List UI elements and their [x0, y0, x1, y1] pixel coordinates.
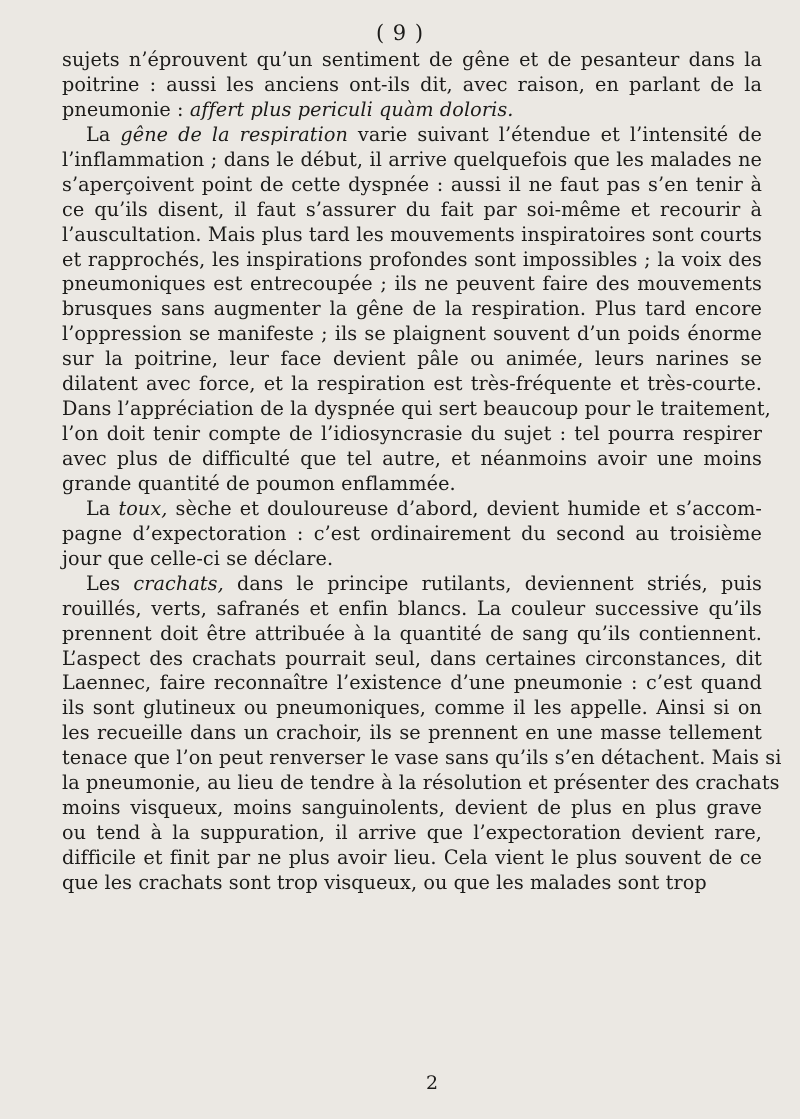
text-run: ce qu’ils disent, il faut s’assurer du fait par soi-même et recourir à [62, 197, 762, 221]
text-run: Laennec, faire reconnaître l’existence d’une pneumonie : c’est quand [62, 671, 762, 695]
text-run: poitrine : aussi les anciens ont-ils dit, avec raison, en parlant de la [62, 72, 762, 96]
text-line [62, 148, 762, 173]
text-line [62, 123, 762, 148]
text-line [62, 746, 782, 771]
text-run: grande quantité de poumon enflammée. [62, 471, 456, 495]
text-run: rouillés, verts, safranés et enfin blancs. La couleur successive qu’ils [62, 596, 762, 620]
italic-text: toux, [118, 496, 168, 520]
text-line [62, 347, 762, 372]
text-run: l’oppression se manifeste ; ils se plaignent souvent d’un poids énorme [62, 322, 762, 346]
text-run: sujets n’éprouvent qu’un sentiment de gêne et de pesanteur dans la [62, 48, 762, 71]
text-line [62, 771, 780, 796]
text-run: la pneumonie, au lieu de tendre à la résolution et présenter des crachats [62, 771, 780, 795]
text-line [62, 497, 762, 522]
paragraph-p1 [62, 48, 762, 123]
text-line [62, 322, 762, 347]
text-run: dans le principe rutilants, deviennent striés, puis [223, 571, 762, 595]
text-line [62, 572, 762, 597]
text-run: l’inflammation ; dans le début, il arrive quelquefois que les malades ne [62, 147, 762, 171]
text-line [62, 597, 762, 622]
printer-signature-mark: 2 [425, 1072, 439, 1094]
text-line [62, 48, 762, 73]
text-line [62, 198, 762, 223]
text-line [62, 671, 762, 696]
text-line [62, 98, 762, 123]
italic-text: affert plus periculi quàm doloris. [189, 97, 514, 121]
text-line [62, 522, 762, 547]
text-line [62, 297, 762, 322]
italic-text: crachats, [133, 571, 224, 595]
text-line [62, 622, 762, 647]
text-run: ou tend à la suppuration, il arrive que l’expectoration devient rare, [62, 821, 762, 845]
text-run: prennent doit être attribuée à la quantité de sang qu’ils contiennent. [62, 621, 762, 645]
text-run: Dans l’appréciation de la dyspnée qui sert beaucoup pour le traitement, [62, 397, 771, 421]
text-run: varie suivant l’étendue et l’intensité de [347, 122, 762, 146]
text-run: dilatent avec force, et la respiration est très-fréquente et très-courte. [62, 372, 762, 396]
text-run: La [86, 122, 121, 146]
text-run: l’auscultation. Mais plus tard les mouvements inspiratoires sont courts [62, 222, 762, 246]
text-line [62, 647, 762, 672]
text-run: difficile et finit par ne plus avoir lieu. Cela vient le plus souvent de ce [62, 846, 762, 869]
text-line [62, 173, 762, 198]
paragraph-p4 [62, 571, 782, 896]
text-run: pneumonie : [62, 97, 190, 121]
text-line [62, 248, 762, 273]
text-run: sèche et douloureuse d’abord, devient humide et s’accom- [167, 496, 762, 520]
text-run: tenace que l’on peut renverser le vase sans qu’ils s’en détachent. Mais si [62, 746, 782, 770]
text-run: sur la poitrine, leur face devient pâle ou animée, leurs narines se [62, 347, 762, 371]
text-line [62, 73, 762, 98]
text-run: La [86, 496, 119, 520]
text-run: avec plus de difficulté que tel autre, et néanmoins avoir une moins [62, 447, 762, 470]
text-run: jour que celle-ci se déclare. [62, 546, 334, 570]
text-run: ils sont glutineux ou pneumoniques, comme il les appelle. Ainsi si on [62, 696, 762, 720]
text-run: pagne d’expectoration : c’est ordinairement du second au troisième [62, 521, 762, 545]
text-run: les recueille dans un crachoir, ils se prennent en une masse tellement [62, 721, 762, 745]
text-line [62, 846, 762, 871]
text-run: s’aperçoivent point de cette dyspnée : aussi il ne faut pas s’en tenir à [62, 172, 762, 196]
text-line [62, 223, 762, 248]
text-run: moins visqueux, moins sanguinolents, devient de plus en plus grave [62, 796, 762, 820]
text-run: que les crachats sont trop visqueux, ou que les malades sont trop [62, 870, 707, 894]
italic-text: gêne de la respiration [120, 122, 348, 146]
text-run: pneumoniques est entrecoupée ; ils ne peuvent faire des mouvements [62, 272, 762, 296]
text-line [62, 821, 762, 846]
text-run: L’aspect des crachats pourrait seul, dans certaines circonstances, dit [62, 646, 762, 670]
body-text [62, 48, 782, 896]
paragraph-p3 [62, 497, 762, 572]
text-line [62, 422, 762, 447]
text-line [62, 472, 762, 497]
text-line [62, 721, 762, 746]
text-line [62, 871, 762, 896]
text-run: l’on doit tenir compte de l’idiosyncrasie du sujet : tel pourra respirer [62, 422, 762, 446]
text-line [62, 397, 771, 422]
paragraph-p2 [62, 122, 771, 497]
text-line [62, 272, 762, 297]
text-line [62, 547, 762, 572]
text-run: Les [86, 571, 134, 595]
text-run: brusques sans augmenter la gêne de la respiration. Plus tard encore [62, 297, 762, 321]
text-line [62, 372, 762, 397]
text-line [62, 447, 762, 472]
text-run: et rapprochés, les inspirations profondes sont impossibles ; la voix des [62, 247, 762, 271]
text-line [62, 696, 762, 721]
text-line [62, 796, 762, 821]
page-number: ( 9 ) [375, 21, 425, 45]
